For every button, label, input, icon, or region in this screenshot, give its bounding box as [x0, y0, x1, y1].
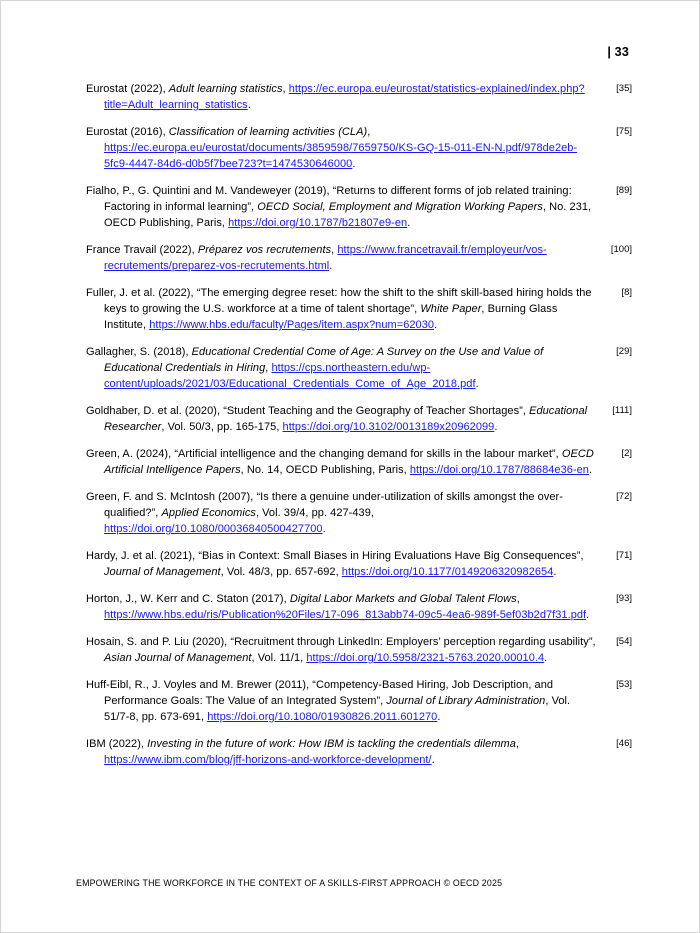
- reference-text: [86, 183, 596, 231]
- reference-link[interactable]: https://doi.org/10.1080/01930826.2011.601270: [207, 711, 438, 723]
- reference-item: [86, 489, 632, 537]
- reference-text: [86, 446, 596, 478]
- reference-title: Classification of learning activities (CLA): [168, 126, 368, 138]
- reference-title: OECD Artificial Intelligence Papers: [104, 448, 594, 476]
- reference-text: [86, 344, 596, 392]
- reference-item: [86, 548, 632, 580]
- reference-plain-text: , No. 14, OECD Publishing, Paris,: [240, 464, 410, 476]
- reference-link[interactable]: https://doi.org/10.3102/0013189x20962099: [282, 421, 495, 433]
- reference-plain-text: Gallagher, S. (2018),: [86, 346, 192, 358]
- reference-plain-text: ,: [367, 126, 371, 138]
- reference-text: [86, 736, 596, 768]
- reference-item: [86, 634, 632, 666]
- citation-number: [100]: [610, 244, 632, 255]
- reference-link[interactable]: https://doi.org/10.1787/88684e36-en: [409, 464, 589, 476]
- reference-item: [86, 242, 632, 274]
- reference-item: [86, 285, 632, 333]
- reference-link[interactable]: https://ec.europa.eu/eurostat/documents/3859598/7659750/KS-GQ-15-011-EN-N.pdf/978de2eb-5fc9-4447-84d6-d0b5f7bee723?t=1474530646000: [104, 142, 578, 170]
- reference-plain-text: ,: [265, 362, 272, 374]
- citation-number: [75]: [616, 126, 632, 137]
- reference-item: [86, 81, 632, 113]
- reference-item: [86, 446, 632, 478]
- citation-number: [111]: [612, 405, 632, 416]
- reference-plain-text: Hardy, J. et al. (2021), “Bias in Context: Small Biases in Hiring Evaluations Have Big Consequences”,: [86, 550, 584, 562]
- reference-plain-text: ,: [282, 83, 289, 95]
- reference-link[interactable]: https://www.ibm.com/blog/jff-horizons-and-workforce-development/: [104, 754, 432, 766]
- reference-title: Investing in the future of work: How IBM is tackling the credentials dilemma: [147, 738, 516, 750]
- reference-plain-text: Hosain, S. and P. Liu (2020), “Recruitment through LinkedIn: Employers’ perception regarding usability”,: [86, 636, 596, 648]
- reference-plain-text: .: [247, 99, 251, 111]
- reference-plain-text: .: [434, 319, 438, 331]
- reference-item: [86, 183, 632, 231]
- reference-plain-text: .: [494, 421, 498, 433]
- reference-plain-text: Green, A. (2024), “Artificial intelligence and the changing demand for skills in the labour market”,: [86, 448, 562, 460]
- reference-item: [86, 677, 632, 725]
- reference-plain-text: .: [352, 158, 356, 170]
- reference-title: OECD Social, Employment and Migration Working Papers: [257, 201, 543, 213]
- reference-list: [86, 81, 632, 779]
- reference-plain-text: ,: [516, 593, 520, 605]
- reference-item: [86, 736, 632, 768]
- reference-plain-text: Huff-Eibl, R., J. Voyles and M. Brewer (2011), “Competency-Based Hiring, Job Description, and Performance Goals: The Value of an Integrated System”,: [86, 679, 554, 707]
- reference-link[interactable]: https://doi.org/10.1787/b21807e9-en: [228, 217, 408, 229]
- reference-plain-text: Fuller, J. et al. (2022), “The emerging degree reset: how the shift to the shift skill-based hiring holds the keys to growing the U.S. workforce at a time of talent shortage”,: [86, 287, 592, 315]
- reference-plain-text: .: [588, 464, 593, 476]
- reference-item: [86, 124, 632, 172]
- reference-title: Asian Journal of Management: [104, 652, 252, 664]
- reference-link[interactable]: https://doi.org/10.5958/2321-5763.2020.00010.4: [306, 652, 545, 664]
- reference-plain-text: , Vol. 39/4, pp. 427-439,: [255, 507, 374, 519]
- reference-plain-text: .: [407, 217, 411, 229]
- citation-number: [93]: [616, 593, 632, 604]
- reference-plain-text: Eurostat (2016),: [86, 126, 169, 138]
- reference-text: [86, 634, 596, 666]
- reference-text: [86, 489, 596, 537]
- reference-plain-text: .: [586, 609, 590, 621]
- reference-title: Educational Credential Come of Age: A Survey on the Use and Value of Educational Credentials in Hiring: [104, 346, 544, 374]
- citation-number: [89]: [616, 185, 632, 196]
- citation-number: [35]: [616, 83, 632, 94]
- reference-plain-text: .: [544, 652, 548, 664]
- reference-link[interactable]: https://www.hbs.edu/faculty/Pages/item.aspx?num=62030: [149, 319, 435, 331]
- page-number: | 33: [607, 45, 629, 59]
- reference-plain-text: Eurostat (2022),: [86, 83, 169, 95]
- reference-text: [86, 403, 596, 435]
- reference-text: [86, 285, 596, 333]
- reference-plain-text: .: [329, 260, 333, 272]
- reference-link[interactable]: https://doi.org/10.1177/0149206320982654: [341, 566, 554, 578]
- reference-text: [86, 81, 596, 113]
- reference-item: [86, 403, 632, 435]
- reference-title: Applied Economics: [161, 507, 256, 519]
- reference-plain-text: France Travail (2022),: [86, 244, 198, 256]
- reference-plain-text: .: [431, 754, 435, 766]
- reference-plain-text: ,: [331, 244, 338, 256]
- citation-number: [53]: [616, 679, 632, 690]
- reference-plain-text: Goldhaber, D. et al. (2020), “Student Teaching and the Geography of Teacher Shortages”,: [86, 405, 530, 417]
- reference-title: Journal of Management: [104, 566, 221, 578]
- reference-plain-text: Green, F. and S. McIntosh (2007), “Is there a genuine under-utilization of skills amongst the over-qualified?”,: [86, 491, 563, 519]
- reference-plain-text: .: [475, 378, 479, 390]
- reference-text: [86, 677, 596, 725]
- reference-plain-text: , Burning Glass Institute,: [104, 303, 558, 331]
- reference-plain-text: .: [553, 566, 557, 578]
- footer-running-title: EMPOWERING THE WORKFORCE IN THE CONTEXT OF A SKILLS-FIRST APPROACH © OECD 2025: [76, 878, 503, 888]
- reference-plain-text: , Vol. 51/7-8, pp. 673-691,: [104, 695, 571, 723]
- reference-plain-text: ,: [515, 738, 520, 750]
- reference-plain-text: .: [437, 711, 441, 723]
- citation-number: [2]: [621, 448, 632, 459]
- reference-link[interactable]: https://www.francetravail.fr/employeur/vos-recrutements/preparez-vos-recrutements.html: [104, 244, 547, 272]
- reference-item: [86, 591, 632, 623]
- reference-title: Journal of Library Administration: [386, 695, 546, 707]
- reference-text: [86, 591, 596, 623]
- reference-plain-text: Horton, J., W. Kerr and C. Staton (2017),: [86, 593, 290, 605]
- reference-title: Educational Researcher: [104, 405, 588, 433]
- reference-title: Préparez vos recrutements: [197, 244, 332, 256]
- reference-plain-text: , Vol. 50/3, pp. 165-175,: [161, 421, 283, 433]
- citation-number: [8]: [621, 287, 632, 298]
- citation-number: [46]: [616, 738, 632, 749]
- reference-plain-text: , No. 231, OECD Publishing, Paris,: [104, 201, 592, 229]
- reference-plain-text: IBM (2022),: [86, 738, 148, 750]
- citation-number: [72]: [616, 491, 632, 502]
- reference-plain-text: , Vol. 11/1,: [251, 652, 307, 664]
- reference-link[interactable]: https://www.hbs.edu/ris/Publication%20Files/17-096_813abb74-09c5-4ea6-989f-5ef03b2d7f31.pdf: [104, 609, 587, 621]
- reference-text: [86, 124, 596, 172]
- reference-title: Adult learning statistics: [168, 83, 283, 95]
- reference-item: [86, 344, 632, 392]
- reference-text: [86, 242, 596, 274]
- reference-text: [86, 548, 596, 580]
- citation-number: [71]: [616, 550, 632, 561]
- reference-title: White Paper: [420, 303, 482, 315]
- reference-link[interactable]: https://doi.org/10.1080/00036840500427700: [104, 523, 323, 535]
- reference-plain-text: , Vol. 48/3, pp. 657-692,: [220, 566, 342, 578]
- reference-link[interactable]: https://cps.northeastern.edu/wp-content/uploads/2021/03/Educational_Credentials_Come_of_Age_2018.pdf: [104, 362, 476, 390]
- citation-number: [54]: [616, 636, 632, 647]
- citation-number: [29]: [616, 346, 632, 357]
- reference-title: Digital Labor Markets and Global Talent Flows: [289, 593, 517, 605]
- reference-plain-text: .: [322, 523, 326, 535]
- reference-link[interactable]: https://ec.europa.eu/eurostat/statistics-explained/index.php?title=Adult_learning_statistics: [104, 83, 585, 111]
- reference-plain-text: Fialho, P., G. Quintini and M. Vandeweyer (2019), “Returns to different forms of job related training: Factoring in informal learning”,: [86, 185, 572, 213]
